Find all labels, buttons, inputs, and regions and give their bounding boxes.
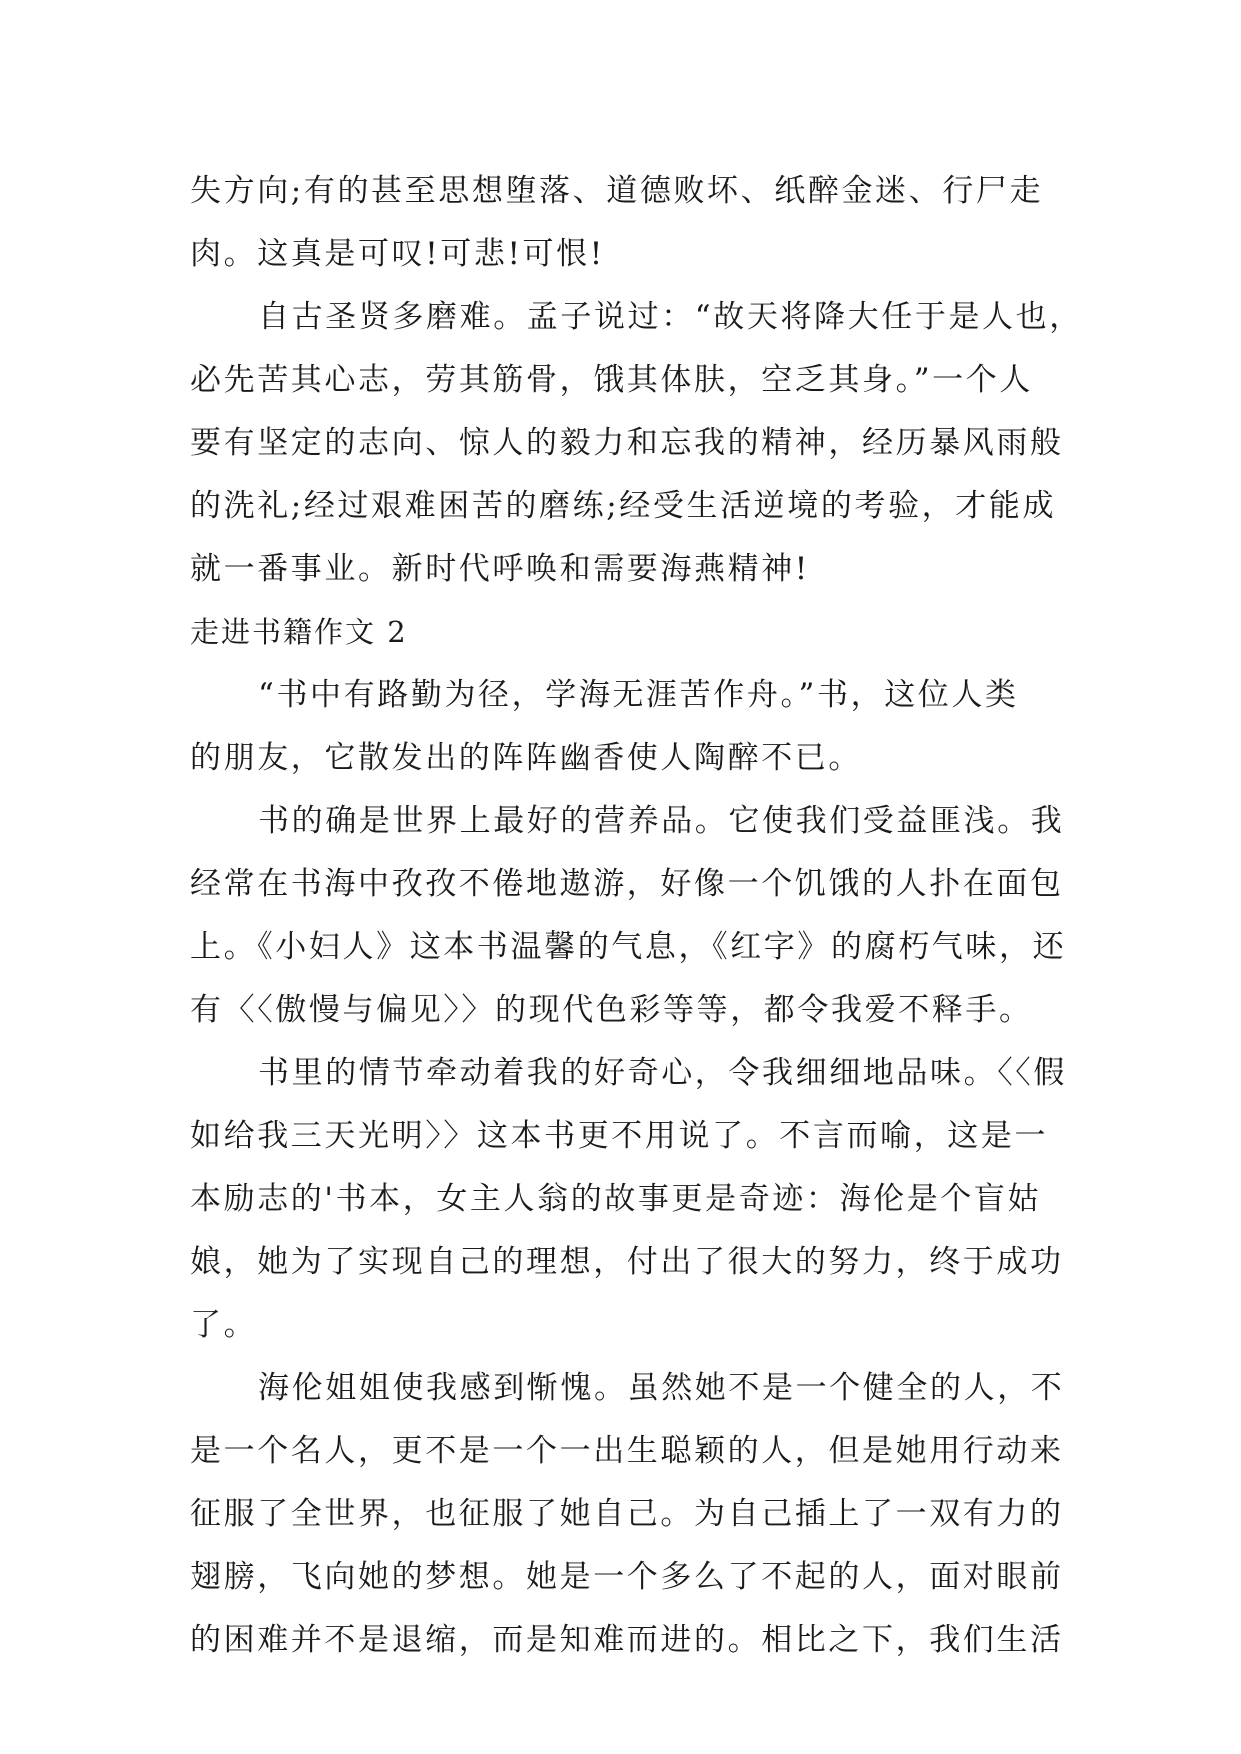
text-line: 肉。这真是可叹!可悲!可恨! bbox=[190, 236, 605, 272]
text-line: 失方向;有的甚至思想堕落、道德败坏、纸醉金迷、行尸走 bbox=[190, 173, 1044, 209]
text-line: 上。《小妇人》这本书温馨的气息，《红字》的腐朽气味，还 bbox=[190, 929, 1067, 965]
text-line: 的洗礼;经过艰难困苦的磨练;经受生活逆境的考验，才能成 bbox=[190, 488, 1057, 524]
text-line: 翅膀，飞向她的梦想。她是一个多么了不起的人，面对眼前 bbox=[190, 1559, 1064, 1595]
paragraph-start-line: “书中有路勤为径，学海无涯苦作舟。”书，这位人类 bbox=[258, 677, 1019, 713]
text-line: 的困难并不是退缩，而是知难而进的。相比之下，我们生活 bbox=[190, 1622, 1064, 1658]
text-line: 有〈〈傲慢与偏见〉〉的现代色彩等等，都令我爱不释手。 bbox=[190, 992, 1033, 1028]
paragraph-start-line: 书里的情节牵动着我的好奇心，令我细细地品味。〈〈假 bbox=[258, 1055, 1067, 1091]
text-line: 的朋友，它散发出的阵阵幽香使人陶醉不已。 bbox=[190, 740, 862, 776]
text-line: 征服了全世界，也征服了她自己。为自己插上了一双有力的 bbox=[190, 1496, 1064, 1532]
text-line: 经常在书海中孜孜不倦地遨游，好像一个饥饿的人扑在面包 bbox=[190, 866, 1064, 902]
paragraph-start-line: 自古圣贤多磨难。孟子说过：“故天将降大任于是人也， bbox=[258, 299, 1083, 335]
text-line: 就一番事业。新时代呼唤和需要海燕精神! bbox=[190, 551, 810, 587]
text-line: 要有坚定的志向、惊人的毅力和忘我的精神，经历暴风雨般 bbox=[190, 425, 1064, 461]
section-heading: 走进书籍作文 2 bbox=[190, 615, 408, 649]
text-line: 了。 bbox=[190, 1307, 258, 1343]
paragraph-start-line: 书的确是世界上最好的营养品。它使我们受益匪浅。我 bbox=[258, 803, 1065, 839]
text-line: 必先苦其心志，劳其筋骨，饿其体肤，空乏其身。”一个人 bbox=[190, 362, 1033, 398]
document-page bbox=[190, 160, 1083, 1672]
text-line: 本励志的'书本，女主人翁的故事更是奇迹：海伦是个盲姑 bbox=[190, 1181, 1042, 1217]
text-line: 娘，她为了实现自己的理想，付出了很大的努力，终于成功 bbox=[190, 1244, 1064, 1280]
text-line: 是一个名人，更不是一个一出生聪颖的人，但是她用行动来 bbox=[190, 1433, 1064, 1469]
text-line: 如给我三天光明〉〉这本书更不用说了。不言而喻，这是一 bbox=[190, 1118, 1049, 1154]
paragraph-start-line: 海伦姐姐使我感到惭愧。虽然她不是一个健全的人，不 bbox=[258, 1370, 1065, 1406]
